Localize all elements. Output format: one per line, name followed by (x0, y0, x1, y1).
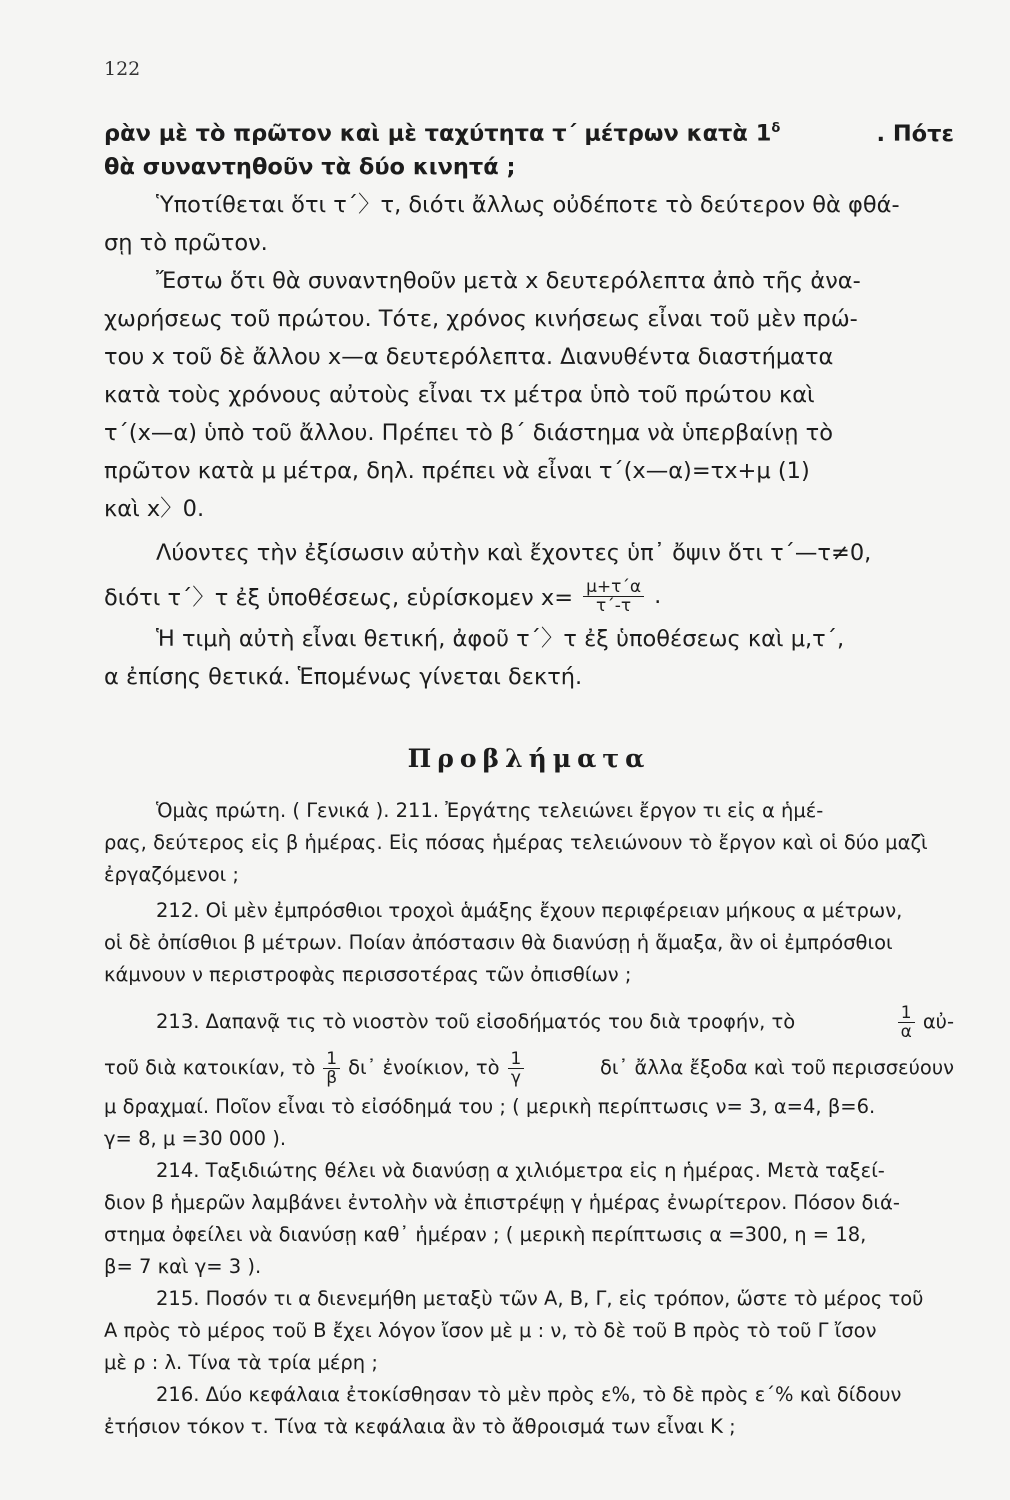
text-line: σῃ τὸ πρῶτον. (104, 230, 268, 256)
problem-213-line: τοῦ διὰ κατοικίαν, τὸ $\frac{1}{\beta}$ δι᾽ ἐνοίκιον, τὸ $\frac{1}{\gamma}$ δι᾽ ἄλλα ἔξοδα καὶ τοῦ περισσεύουν (104, 1048, 954, 1088)
fraction: $\frac{\mu+\tau΄\alpha}{\tau΄-\tau}$ (583, 578, 644, 615)
section-title: Προβλήματα (407, 744, 651, 773)
text-line: Ἡ τιμὴ αὐτὴ εἶναι θετική, ἀφοῦ τ΄〉τ ἐξ ὑποθέσεως καὶ μ,τ΄, (156, 626, 845, 652)
text-line: Ἔστω ὅτι θὰ συναντηθοῦν μετὰ x δευτερόλεπτα ἀπὸ τῆς ἀνα- (156, 268, 861, 294)
problem-211-line: ρας, δεύτερος εἰς β ἡμέρας. Εἰς πόσας ἡμέρας τελειώνουν τὸ ἔργον καὶ οἱ δύο μαζὶ (104, 831, 928, 854)
problem-213-line: 213. Δαπανᾷ τις τὸ νιοστὸν τοῦ εἰσοδήματός του διὰ τροφήν, τὸ $\frac{1}{\alpha}$ αὐ- (156, 1002, 954, 1042)
problem-211-line: ἐργαζόμενοι ; (104, 863, 239, 886)
problem-214-line: 214. Ταξιδιώτης θέλει νὰ διανύσῃ α χιλιόμετρα εἰς η ἡμέρας. Μετὰ ταξεί- (156, 1159, 885, 1182)
problem-214-line: β= 7 καὶ γ= 3 ). (104, 1255, 262, 1278)
problem-216-line: ἐτήσιον τόκον τ. Τίνα τὰ κεφάλαια ἂν τὸ ἄθροισμά των εἶναι Κ ; (104, 1415, 736, 1438)
fraction: $\frac{1}{\beta}$ (323, 1050, 340, 1087)
problem-213-line: μ δραχμαί. Ποῖον εἶναι τὸ εἰσόδημά του ; ( μερικὴ περίπτωσις ν= 3, α=4, β=6. (104, 1095, 876, 1118)
problem-214-line: διον β ἡμερῶν λαμβάνει ἐντολὴν νὰ ἐπιστρέψῃ γ ἡμέρας ἐνωρίτερον. Πόσον διά- (104, 1191, 900, 1214)
problem-213-line: γ= 8, μ =30 000 ). (104, 1127, 287, 1150)
problem-215-line: 215. Ποσόν τι α διενεμήθη μεταξὺ τῶν Α, Β, Γ, εἰς τρόπον, ὥστε τὸ μέρος τοῦ (156, 1287, 924, 1310)
problem-215-line: μὲ ρ : λ. Τίνα τὰ τρία μέρη ; (104, 1351, 378, 1374)
page-body (104, 110, 954, 1443)
text-line: χωρήσεως τοῦ πρώτου. Τότε, χρόνος κινήσεως εἶναι τοῦ μὲν πρώ- (104, 306, 858, 332)
problem-215-line: Α πρὸς τὸ μέρος τοῦ Β ἔχει λόγον ἴσον μὲ μ : ν, τὸ δὲ τοῦ Β πρὸς τὸ τοῦ Γ ἴσον (104, 1319, 877, 1342)
fraction: $\frac{1}{\alpha}$ (898, 1004, 915, 1041)
text-segment: ρὰν μὲ τὸ πρῶτον καὶ μὲ ταχύτητα τ΄ μέτρων κατὰ $1^\delta$ (104, 120, 781, 147)
problem-212-line: οἱ δὲ ὀπίσθιοι β μέτρων. Ποίαν ἀπόστασιν θὰ διανύσῃ ἡ ἅμαξα, ἂν οἱ ἐμπρόσθιοι (104, 931, 893, 954)
text-line: πρῶτον κατὰ μ μέτρα, δηλ. πρέπει νὰ εἶναι τ΄(x—α)=τx+μ (1) (104, 458, 810, 484)
text-line: θὰ συναντηθοῦν τὰ δύο κινητά ; (104, 154, 516, 180)
text-line: του x τοῦ δὲ ἄλλου x—α δευτερόλεπτα. Διανυθέντα διαστήματα (104, 344, 834, 370)
text-line: καὶ x〉0. (104, 496, 205, 522)
equation-line: διότι τ΄〉τ ἐξ ὑποθέσεως, εὑρίσκομεν x= $\frac{\mu+\tau΄\alpha}{\tau΄-\tau}$ . (104, 576, 662, 616)
problem-211-line: Ὁμὰς πρώτη. ( Γενικά ). 211. Ἐργάτης τελειώνει ἔργον τι εἰς α ἡμέ- (156, 799, 824, 822)
text-line: τ΄(x—α) ὑπὸ τοῦ ἄλλου. Πρέπει τὸ β΄ διάστημα νὰ ὑπερβαίνῃ τὸ (104, 420, 833, 446)
text-line: κατὰ τοὺς χρόνους αὐτοὺς εἶναι τx μέτρα ὑπὸ τοῦ πρώτου καὶ (104, 382, 815, 408)
text-line: Ὑποτίθεται ὅτι τ΄〉τ, διότι ἄλλως οὐδέποτε τὸ δεύτερον θὰ φθά- (156, 192, 900, 218)
problem-216-line: 216. Δύο κεφάλαια ἐτοκίσθησαν τὸ μὲν πρὸς ε%, τὸ δὲ πρὸς ε΄% καὶ δίδουν (156, 1383, 902, 1406)
text-line: Λύοντες τὴν ἐξίσωσιν αὐτὴν καὶ ἔχοντες ὑπ᾽ ὄψιν ὅτι τ΄—τ≠0, (156, 540, 872, 566)
problem-212-line: κάμνουν ν περιστροφὰς περισσοτέρας τῶν ὀπισθίων ; (104, 963, 632, 986)
problem-212-line: 212. Οἱ μὲν ἐμπρόσθιοι τροχοὶ ἁμάξης ἔχουν περιφέρειαν μήκους α μέτρων, (156, 899, 903, 922)
text-line (104, 110, 954, 148)
text-segment: . Πότε (876, 120, 954, 147)
problem-214-line: στημα ὀφείλει νὰ διανύσῃ καθ᾽ ἡμέραν ; ( μερικὴ περίπτωσις α =300, η = 18, (104, 1223, 867, 1246)
text-line: α ἐπίσης θετικά. Ἑπομένως γίνεται δεκτή. (104, 664, 583, 690)
page-number: 122 (104, 58, 141, 80)
fraction: $\frac{1}{\gamma}$ (508, 1050, 525, 1087)
